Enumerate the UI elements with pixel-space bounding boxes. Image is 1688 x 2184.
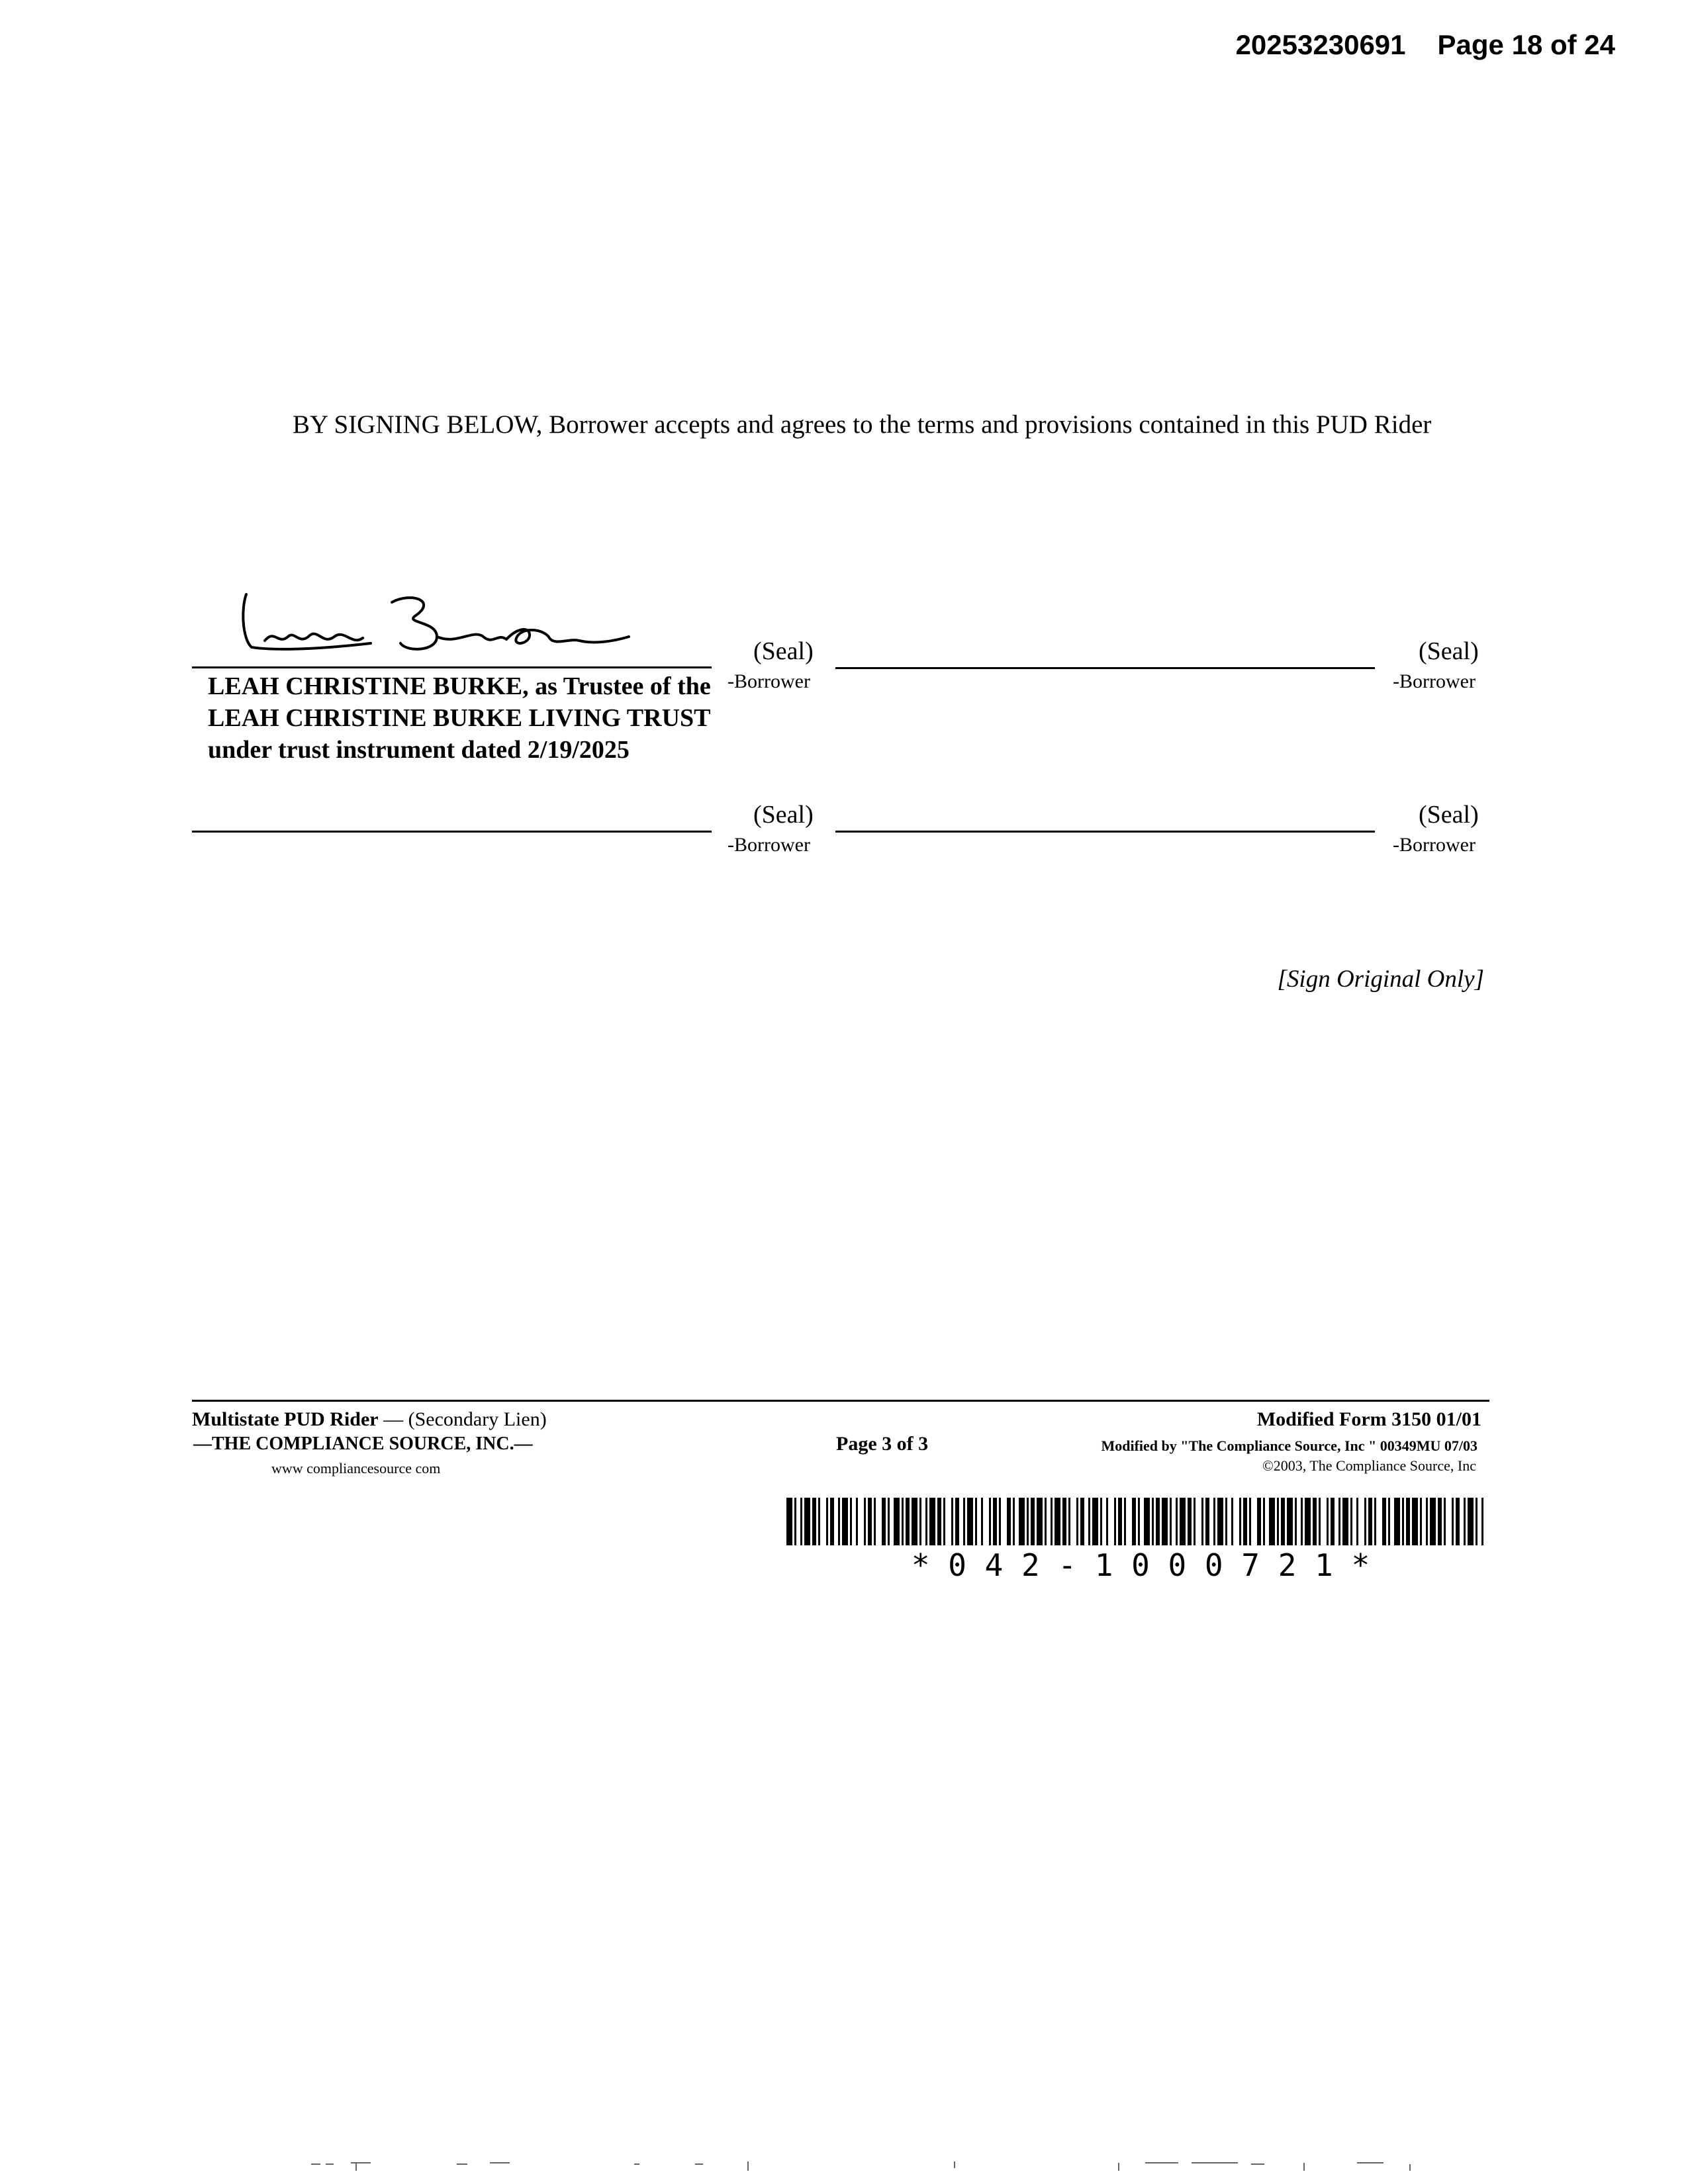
- borrower-label-4: -Borrower: [1393, 834, 1476, 856]
- signature-line-3: [192, 831, 712, 833]
- intro-rest: Borrower accepts and agrees to the terms and provisions contained in this PUD Rider: [542, 410, 1432, 439]
- signature-line-2: [835, 667, 1375, 669]
- page-label: Page 18 of 24: [1437, 29, 1615, 60]
- form-title-rest: — (Secondary Lien): [378, 1408, 547, 1430]
- form-title: [192, 1408, 547, 1431]
- form-title-bold: Multistate PUD Rider: [192, 1408, 379, 1430]
- agreement-statement: [192, 409, 1489, 441]
- scan-artifacts: [311, 2156, 1436, 2176]
- modified-by: Modified by "The Compliance Source, Inc " 00349MU 07/03: [1101, 1437, 1477, 1454]
- signer-name: LEAH CHRISTINE BURKE, as Trustee of the LEAH CHRISTINE BURKE LIVING TRUST under trust instrument dated 2/19/2025: [208, 672, 711, 764]
- borrower-label-2: -Borrower: [1393, 670, 1476, 692]
- page-header: [1236, 29, 1615, 61]
- seal-label-2: (Seal): [1419, 637, 1479, 665]
- seal-label-3: (Seal): [753, 801, 814, 829]
- signature-line-1: [192, 666, 712, 668]
- signature-line-4: [835, 831, 1375, 833]
- handwritten-signature: [238, 582, 635, 668]
- copyright: ©2003, The Compliance Source, Inc: [1262, 1457, 1476, 1474]
- intro-lead: BY SIGNING BELOW,: [293, 410, 543, 439]
- barcode-text: * 0 4 2 - 1 0 0 0 7 2 1 *: [911, 1547, 1370, 1583]
- form-number: Modified Form 3150 01/01: [1256, 1408, 1481, 1430]
- footer-rule: [192, 1400, 1489, 1402]
- sign-original-note: [Sign Original Only]: [1277, 966, 1484, 993]
- document-number: 20253230691: [1235, 29, 1406, 60]
- borrower-label-1: -Borrower: [727, 670, 810, 692]
- footer-page-number: Page 3 of 3: [836, 1433, 929, 1455]
- seal-label-4: (Seal): [1419, 801, 1479, 829]
- company-name: —THE COMPLIANCE SOURCE, INC.—: [193, 1433, 533, 1454]
- company-website: www compliancesource com: [271, 1460, 441, 1477]
- borrower-label-3: -Borrower: [727, 834, 810, 856]
- seal-label-1: (Seal): [753, 637, 814, 665]
- barcode: [786, 1498, 1484, 1552]
